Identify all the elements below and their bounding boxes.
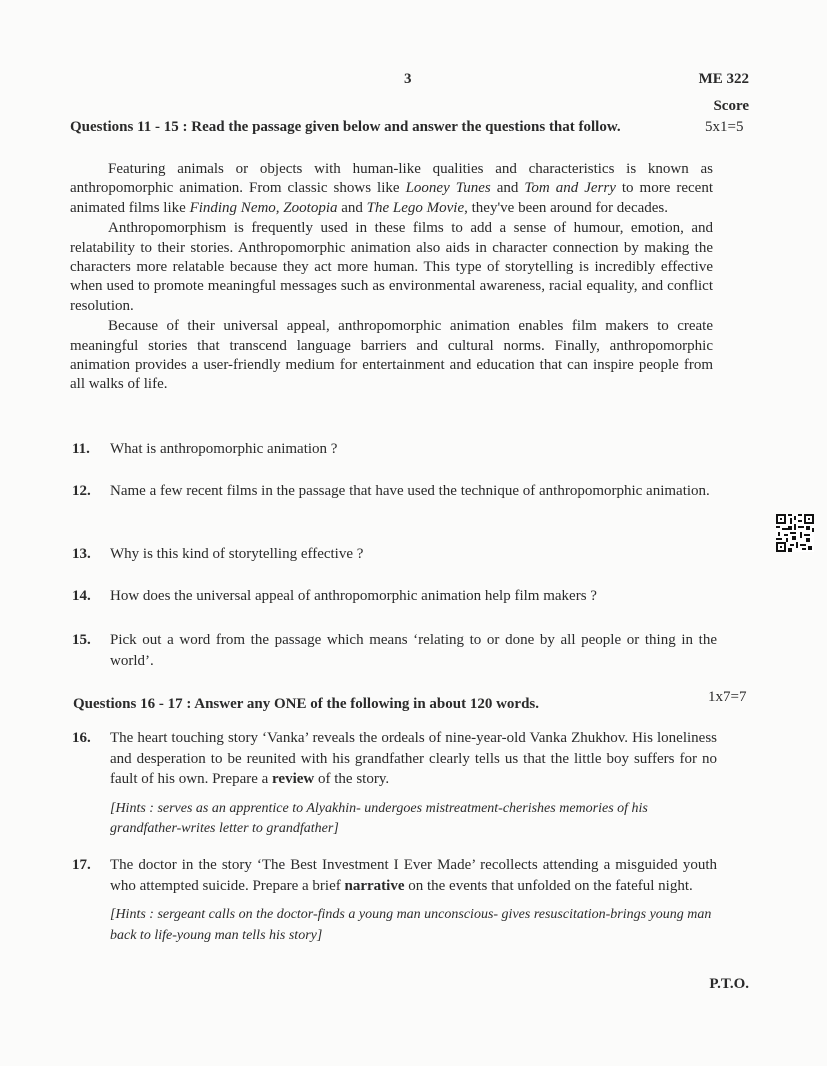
question-number: 11.: [72, 441, 90, 457]
qr-code-icon: [776, 514, 814, 552]
score-column-label: Score: [713, 98, 749, 114]
question-16: [72, 728, 717, 840]
section-heading-text: Questions 11 - 15 : Read the passage given below and answer the questions that follow.: [70, 119, 621, 135]
question-text: Name a few recent films in the passage that have used the technique of anthropomorphic animation.: [110, 483, 710, 499]
passage-paragraph-2: Anthropomorphism is frequently used in these films to add a sense of humour, emotion, and relatability to their stories. Anthropomorphic animation also aids in character connection by making the characters more relatable because they act more human. This type of storytelling is incredibly effective when used to promote meaningful messages such as environmental awareness, racial equality, and conflict resolution.: [70, 220, 713, 314]
question-text: Pick out a word from the passage which means ‘relating to or done by all people or thing in the world’.: [110, 632, 717, 669]
page-number: 3: [404, 71, 412, 87]
question-number: 17.: [72, 857, 91, 873]
question-hint: [Hints : sergeant calls on the doctor-finds a young man unconscious- gives resuscitation-brings young man back to life-young man tells his story]: [110, 907, 712, 943]
question-15: [72, 630, 717, 671]
passage-paragraph-1: Featuring animals or objects with human-like qualities and characteristics is known as anthropomorphic animation. From classic shows like Looney Tunes and Tom and Jerry to more recent animated films like Finding Nemo, Zootopia and The Lego Movie, they've been around for decades.: [70, 161, 713, 216]
question-text: What is anthropomorphic animation ?: [110, 441, 338, 457]
question-number: 14.: [72, 588, 91, 604]
question-number: 12.: [72, 483, 91, 499]
question-12: [72, 481, 717, 502]
question-17: [72, 855, 717, 946]
section-heading-text: Questions 16 - 17 : Answer any ONE of the following in about 120 words.: [73, 696, 540, 712]
section-marks-16-17: 1x7=7: [708, 689, 747, 705]
question-11: [72, 439, 717, 460]
task-keyword: review: [272, 771, 315, 787]
question-text: Why is this kind of storytelling effective ?: [110, 546, 364, 562]
section-heading-16-17: [73, 696, 539, 713]
question-number: 15.: [72, 632, 91, 648]
question-text: The doctor in the story ‘The Best Investment I Ever Made’ recollects attending a misguided youth who attempted suicide. Prepare a brief narrative on the events that unfolded on the fateful night. [Hints : sergeant calls on the doctor-finds a young man unconscious- gives resuscitation-brings young man back to life-young man tells his story]: [110, 855, 717, 946]
question-14: [72, 586, 717, 607]
paper-code: ME 322: [698, 71, 749, 87]
section-marks-11-15: 5x1=5: [705, 119, 744, 135]
task-keyword: narrative: [344, 877, 405, 894]
passage-paragraph-3: Because of their universal appeal, anthropomorphic animation enables film makers to create meaningful stories that transcend language barriers and cultural norms. Finally, anthropomorphic animation provides a user-friendly medium for entertainment and education that can inspire people from all walks of life.: [70, 318, 713, 393]
question-number: 16.: [72, 730, 91, 746]
reading-passage: [70, 160, 713, 395]
section-heading-11-15: [70, 119, 621, 136]
question-text: How does the universal appeal of anthropomorphic animation help film makers ?: [110, 588, 597, 604]
question-hint: [Hints : serves as an apprentice to Alyakhin- undergoes mistreatment-cherishes memories of his grandfather-writes letter to grandfather]: [110, 800, 648, 836]
please-turn-over: P.T.O.: [709, 976, 749, 992]
question-number: 13.: [72, 546, 91, 562]
question-13: [72, 544, 717, 565]
question-text: The heart touching story ‘Vanka’ reveals the ordeals of nine-year-old Vanka Zhukhov. His loneliness and desperation to be reunited with his grandfather clearly tells us that the little boy suffers for no fault of his own. Prepare a review of the story. [Hints : serves as an apprentice to Alyakhin- undergoes mistreatment-cherishes memories of his grandfather-writes letter to grandfather]: [110, 728, 717, 840]
